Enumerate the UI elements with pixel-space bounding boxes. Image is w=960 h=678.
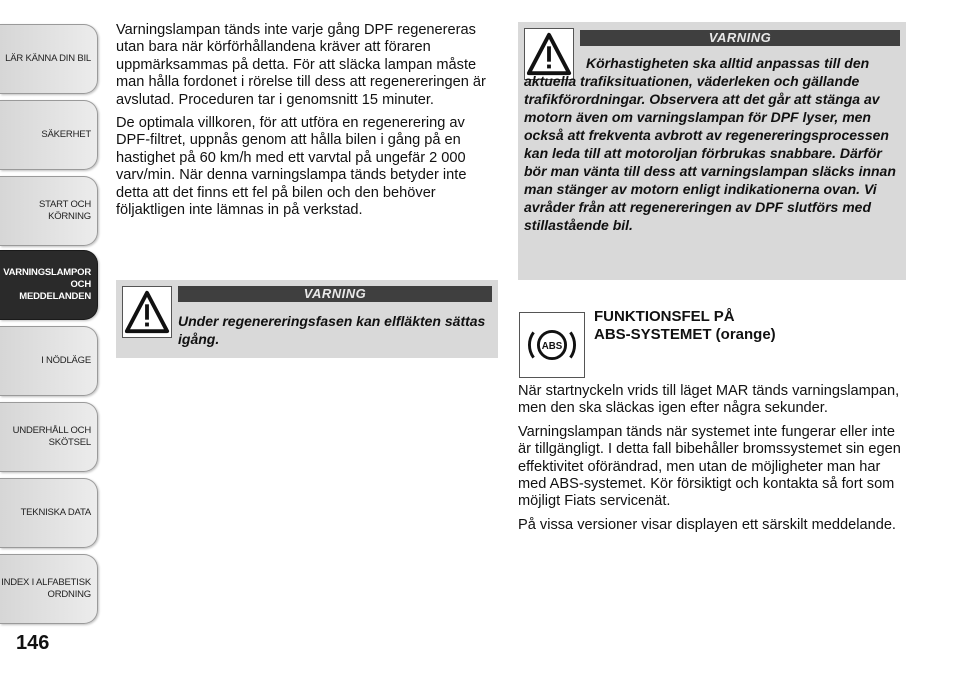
warning-text: Körhastigheten ska alltid anpassas till den aktuella trafiksituationen, väderleken och gällande trafikförordningar. Observera att det går att stänga av motorn även om varningslampan för DPF lyser, men också att frekventa avbrott av regenereringsprocessen kan leda till att motoroljan förbrukas snabbare. Därför bör man vänta till dess att varningslampan släcks innan man stänger av motorn enligt indikationerna ovan. Vi avråder från att regenereringen av DPF slutförs med stillastående bil. [524,55,896,233]
left-column [116,22,496,225]
paragraph: När startnyckeln vrids till läget MAR tänds varningslampan, men den ska släckas igen efter några sekunder. [518,383,900,417]
tab-tekniska-data[interactable] [0,478,98,548]
tab-label: INDEX I ALFABETISK ORDNING [1,577,91,600]
tab-sakerhet[interactable] [0,100,98,170]
page-number: 146 [16,632,50,654]
warning-box-speed [518,22,906,280]
tab-lar-kanna-din-bil[interactable] [0,24,98,94]
abs-icon-label: ABS [541,340,563,352]
warning-header: VARNING [580,30,900,46]
paragraph: Varningslampan tänds när systemet inte fungerar eller inte är tillgängligt. I detta fall bibehåller bromssystemet sin egen effektivitet oförändrad, men utan de möjligheter man har med ABS-systemet. Kör försiktigt och kontakta så fort som möjligt Fiats servicenät. [518,423,901,510]
tab-label: TEKNISKA DATA [20,507,91,518]
tab-varningslampor-och-meddelanden[interactable] [0,250,98,320]
tab-index-i-alfabetisk-ordning[interactable] [0,554,98,624]
warning-box-fan [116,280,498,358]
warning-text: Under regenereringsfasen kan elfläkten sättas igång. [178,313,486,347]
tab-label: SÄKERHET [41,129,91,140]
warning-triangle-icon [122,286,172,338]
tab-i-nodlage[interactable] [0,326,98,396]
warning-header: VARNING [178,286,492,302]
tab-start-och-korning[interactable] [0,176,98,246]
tab-label: UNDERHÅLL OCH SKÖTSEL [12,425,91,448]
paragraph: De optimala villkoren, för att utföra en regenerering av DPF-filtret, uppnås genom att hålla bilen i gång på en hastighet på 60 km/h med ett varvtal på ungefär 2 000 varv/min. När denna varningslampa tänds betyder inte detta att det finns ett fel på bilen och den behöver följaktligen inte lämnas in på verkstad. [116,115,467,219]
paragraph: På vissa versioner visar displayen ett särskilt meddelande. [518,516,896,533]
abs-warning-light-icon [519,312,585,378]
section-title-line: FUNKTIONSFEL PÅ [594,308,735,325]
section-title-line: ABS-SYSTEMET (orange) [594,326,776,343]
tab-label: VARNINGSLAMPOR OCH MEDDELANDEN [3,267,91,302]
tab-label: I NÖDLÄGE [41,355,91,366]
section-title [594,308,894,344]
tab-underhall-och-skotsel[interactable] [0,402,98,472]
paragraph: Varningslampan tänds inte varje gång DPF regenereras utan bara när körförhållandena kräver att föraren uppmärksammas på detta. För att släcka lampan måste man hålla fordonet i rörelse till dess att regenereringen är avslutad. Proceduren tar i genomsnitt 15 minuter. [116,22,486,108]
tab-label: START OCH KÖRNING [38,199,91,222]
tab-label: LÄR KÄNNA DIN BIL [5,53,91,64]
right-column [518,383,910,540]
